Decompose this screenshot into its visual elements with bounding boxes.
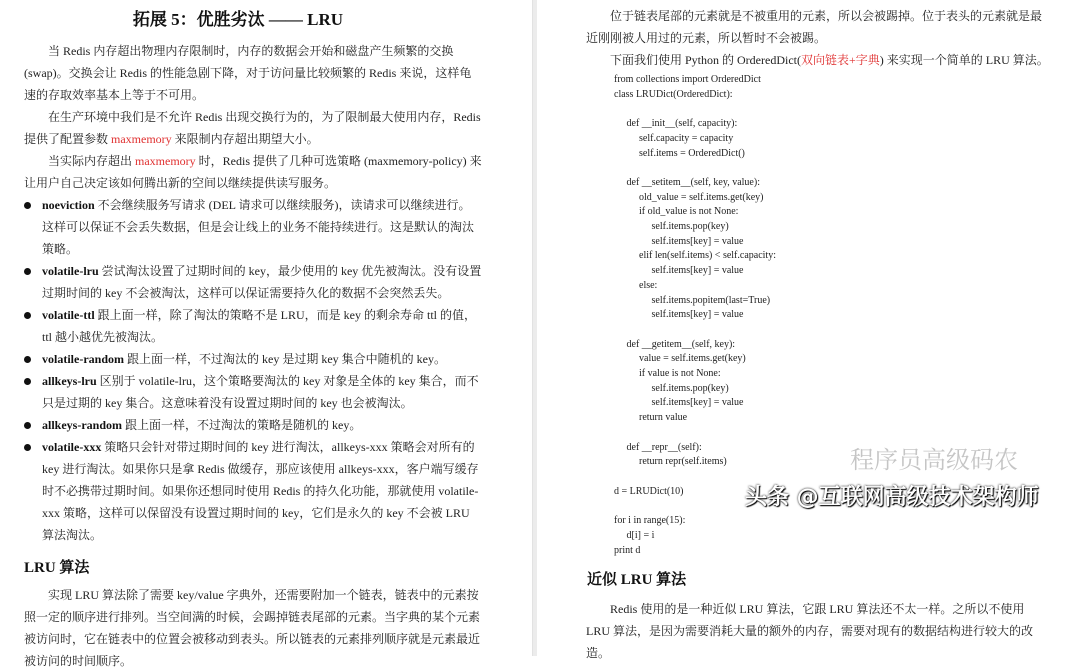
list-item: allkeys-random 跟上面一样，不过淘汰的策略是随机的 key。 bbox=[24, 414, 482, 436]
bullet-icon bbox=[24, 444, 31, 451]
list-item: volatile-xxx 策略只会针对带过期时间的 key 进行淘汰，allkeys-xxx 策略会对所有的 key 进行淘汰。如果你只是拿 Redis 做缓存，那应该使用 allkeys-xxx，客户端写缓存时不必携带过期时间。如果你还想同时使用 Redis 的持久化功能，那就使用 volatile-xxx 策略，这样可以保留没有设置过期时间的 key，它们是永久的 key 不会被 LRU 算法淘汰。 bbox=[24, 436, 482, 546]
paragraph: Redis 使用的是一种近似 LRU 算法，它跟 LRU 算法还不太一样。之所以不使用 LRU 算法，是因为需要消耗大量的额外的内存，需要对现有的数据结构进行较大的改造。 bbox=[586, 602, 1034, 661]
bullet-icon bbox=[24, 378, 31, 385]
left-page bbox=[0, 0, 532, 668]
bullet-icon bbox=[24, 356, 31, 363]
watermark-text: 头条 @互联网高级技术架构师 bbox=[745, 485, 1039, 510]
right-page bbox=[537, 0, 1080, 661]
maxmemory-term: maxmemory bbox=[135, 154, 196, 168]
maxmemory-term: maxmemory bbox=[111, 132, 172, 146]
highlight-term: 双向链表+字典 bbox=[800, 53, 880, 67]
list-item: volatile-lru 尝试淘汰设置了过期时间的 key，最少使用的 key 优先被淘汰。没有设置过期时间的 key 不会被淘汰，这样可以保证需要持久化的数据不会突然丢失。 bbox=[24, 260, 482, 304]
watermark-text: 程序员高级码农 bbox=[850, 446, 1018, 474]
paragraph: 在生产环境中我们是不允许 Redis 出现交换行为的，为了限制最大使用内存，Redis 提供了配置参数 maxmemory 来限制内存超出期望大小。 bbox=[24, 110, 481, 146]
chapter-title: 拓展 5：优胜劣汰 —— LRU bbox=[132, 10, 344, 29]
paragraph: 下面我们使用 Python 的 OrderedDict(双向链表+字典) 来实现一个简单的 LRU 算法。 bbox=[610, 53, 1049, 67]
code-block: from collections import OrderedDict class LRUDict(OrderedDict): def __init__(self, capacity): self.capacity = capacity self.items = OrderedDict() def __setitem__(self, key, value): old_value = self.items.get(key) if old_value is not None: self.items.pop(key) self.items[key] = value elif len(self.items) < self.capacity: self.items[key] = value else: self.items.popitem(last=True) self.items[key] = value def __getitem__(self, key): value = self.items.get(key) if value is not None: self.items.pop(key) self.items[key] = value return value def __repr__(self): return repr(self.items) d = LRUDict(10) for i in range(15): d[i] = i print d bbox=[614, 74, 776, 556]
paragraph: 当 Redis 内存超出物理内存限制时，内存的数据会开始和磁盘产生频繁的交换 (swap)。交换会让 Redis 的性能急剧下降，对于访问量比较频繁的 Redis 来说，这样龟速的存取效率基本上等于不可用。 bbox=[24, 44, 472, 102]
section-heading: 近似 LRU 算法 bbox=[587, 572, 687, 589]
list-item: volatile-random 跟上面一样，不过淘汰的 key 是过期 key 集合中随机的 key。 bbox=[24, 348, 482, 370]
paragraph: 当实际内存超出 maxmemory 时，Redis 提供了几种可选策略 (maxmemory-policy) 来让用户自己决定该如何腾出新的空间以继续提供读写服务。 bbox=[24, 154, 482, 190]
paragraph: 位于链表尾部的元素就是不被重用的元素，所以会被踢掉。位于表头的元素就是最近刚刚被人用过的元素，所以暂时不会被踢。 bbox=[586, 9, 1043, 45]
bullet-icon bbox=[24, 268, 31, 275]
bullet-icon bbox=[24, 422, 31, 429]
list-item: volatile-ttl 跟上面一样，除了淘汰的策略不是 LRU，而是 key 的剩余寿命 ttl 的值，ttl 越小越优先被淘汰。 bbox=[24, 304, 482, 348]
bullet-icon bbox=[24, 312, 31, 319]
list-item: noeviction 不会继续服务写请求 (DEL 请求可以继续服务)，读请求可以继续进行。这样可以保证不会丢失数据，但是会让线上的业务不能持续进行。这是默认的淘汰策略。 bbox=[24, 194, 482, 260]
section-heading: LRU 算法 bbox=[24, 560, 90, 576]
paragraph: 实现 LRU 算法除了需要 key/value 字典外，还需要附加一个链表，链表中的元素按照一定的顺序进行排列。当空间满的时候，会踢掉链表尾部的元素。当字典的某个元素被访问时，它在链表中的位置会被移动到表头。所以链表的元素排列顺序就是元素最近被访问的时间顺序。 bbox=[24, 588, 481, 668]
list-item: allkeys-lru 区别于 volatile-lru，这个策略要淘汰的 key 对象是全体的 key 集合，而不只是过期的 key 集合。这意味着没有设置过期时间的 key 也会被淘汰。 bbox=[24, 370, 482, 414]
bullet-icon bbox=[24, 202, 31, 209]
